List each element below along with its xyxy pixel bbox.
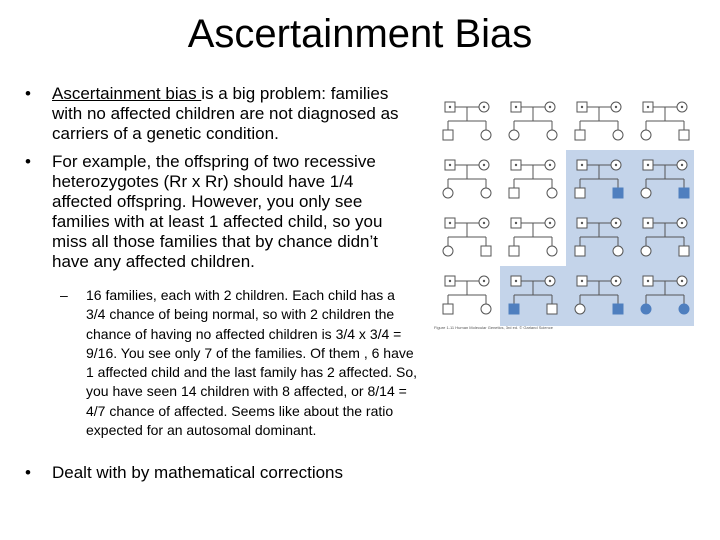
carrier-dot	[615, 164, 617, 166]
carrier-dot	[483, 106, 485, 108]
child-symbol	[509, 188, 519, 198]
carrier-dot	[515, 106, 517, 108]
child-symbol	[641, 130, 651, 140]
pedigree-family	[509, 160, 557, 198]
child-symbol	[443, 304, 453, 314]
carrier-dot	[449, 106, 451, 108]
carrier-dot	[681, 280, 683, 282]
child-symbol	[481, 130, 491, 140]
carrier-dot	[449, 280, 451, 282]
carrier-dot	[647, 280, 649, 282]
child-symbol	[679, 304, 689, 314]
carrier-dot	[549, 280, 551, 282]
child-symbol	[443, 188, 453, 198]
pedigree-family	[509, 102, 557, 140]
carrier-dot	[581, 106, 583, 108]
child-symbol	[509, 304, 519, 314]
child-symbol	[481, 246, 491, 256]
pedigree-family	[443, 160, 491, 198]
carrier-dot	[549, 106, 551, 108]
carrier-dot	[483, 222, 485, 224]
bullet-marker: •	[25, 463, 31, 482]
carrier-dot	[549, 222, 551, 224]
carrier-dot	[449, 164, 451, 166]
bullet-lead-term: Ascertainment bias	[52, 84, 202, 103]
child-symbol	[443, 130, 453, 140]
child-symbol	[575, 246, 585, 256]
child-symbol	[509, 246, 519, 256]
child-symbol	[575, 188, 585, 198]
child-symbol	[613, 188, 623, 198]
figure-caption: Figure 1-11 Human Molecular Genetics, 3rd ed. © Garland Science	[434, 325, 553, 330]
bullet-marker: •	[25, 84, 31, 103]
carrier-dot	[449, 222, 451, 224]
child-symbol	[575, 304, 585, 314]
child-symbol	[509, 130, 519, 140]
child-symbol	[613, 130, 623, 140]
bullet-paragraph-3: Dealt with by mathematical corrections	[52, 463, 344, 482]
carrier-dot	[647, 222, 649, 224]
carrier-dot	[581, 280, 583, 282]
child-symbol	[547, 130, 557, 140]
child-symbol	[481, 188, 491, 198]
child-symbol	[547, 246, 557, 256]
carrier-dot	[615, 106, 617, 108]
carrier-dot	[515, 222, 517, 224]
child-symbol	[679, 188, 689, 198]
carrier-dot	[681, 222, 683, 224]
child-symbol	[613, 304, 623, 314]
carrier-dot	[581, 164, 583, 166]
pedigree-figure	[434, 90, 698, 336]
carrier-dot	[483, 164, 485, 166]
child-symbol	[641, 188, 651, 198]
child-symbol	[575, 130, 585, 140]
child-symbol	[679, 130, 689, 140]
carrier-dot	[615, 222, 617, 224]
carrier-dot	[681, 106, 683, 108]
child-symbol	[613, 246, 623, 256]
child-symbol	[641, 246, 651, 256]
carrier-dot	[549, 164, 551, 166]
bullet-text: is a big problem: families with no affected children are not diagnosed as carriers of a genetic condition.	[52, 84, 399, 143]
child-symbol	[481, 304, 491, 314]
pedigree-family	[509, 218, 557, 256]
child-symbol	[443, 246, 453, 256]
pedigree-family	[575, 102, 623, 140]
bullet-paragraph-1	[52, 84, 414, 144]
carrier-dot	[647, 106, 649, 108]
child-symbol	[547, 188, 557, 198]
pedigree-family	[641, 102, 689, 140]
carrier-dot	[515, 280, 517, 282]
pedigree-family	[443, 276, 491, 314]
child-symbol	[641, 304, 651, 314]
pedigree-family	[443, 218, 491, 256]
sub-bullet-marker: –	[60, 287, 68, 303]
carrier-dot	[615, 280, 617, 282]
child-symbol	[679, 246, 689, 256]
bullet-paragraph-2: For example, the offspring of two recessive heterozygotes (Rr x Rr) should have 1/4 affected offspring. However, you only see families with at least 1 affected child, so you miss all those families that by chance didn’t have any affected children.	[52, 152, 383, 271]
carrier-dot	[681, 164, 683, 166]
child-symbol	[547, 304, 557, 314]
carrier-dot	[483, 280, 485, 282]
carrier-dot	[581, 222, 583, 224]
bullet-marker: •	[25, 152, 31, 171]
carrier-dot	[647, 164, 649, 166]
slide-title: Ascertainment Bias	[187, 12, 533, 56]
sub-bullet-paragraph: 16 families, each with 2 children. Each child has a 3/4 chance of being normal, so with 2 children the chance of having no affected children is 3/4 x 3/4 = 9/16. You see only 7 of the families. Of them , 6 have 1 affected child and the last family has 2 affected. So, you have seen 14 children with 8 affected, or 8/14 = 4/7 chance of affected. Seems like about the ratio expected for an autosomal dominant.	[86, 287, 418, 439]
carrier-dot	[515, 164, 517, 166]
pedigree-family	[443, 102, 491, 140]
